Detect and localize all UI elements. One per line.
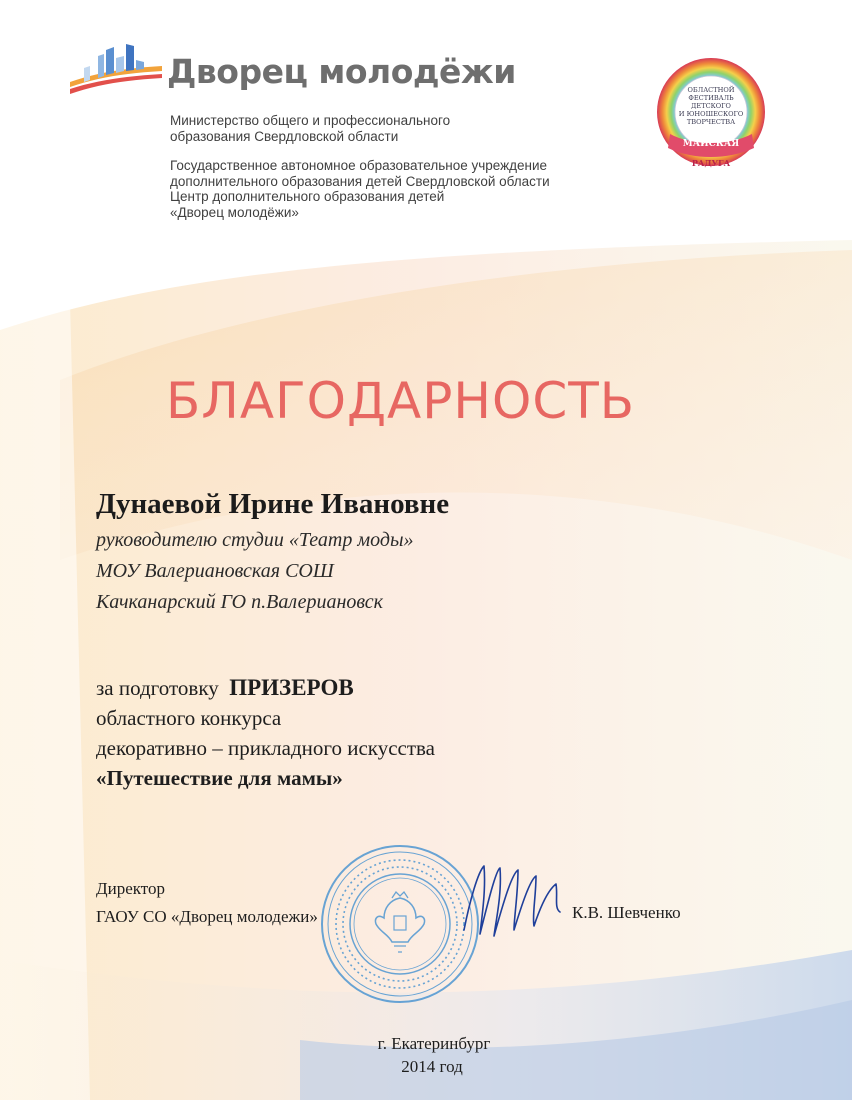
institution-name bbox=[170, 158, 550, 220]
festival-emblem bbox=[648, 56, 774, 174]
ministry-line: Министерство общего и профессионального bbox=[170, 113, 451, 128]
director-role: Директор bbox=[96, 879, 165, 898]
ministry-line: образования Свердловской области bbox=[170, 128, 399, 144]
recipient-position: руководителю студии «Театр моды» bbox=[96, 529, 414, 551]
ministry-name bbox=[170, 113, 450, 144]
emblem-line: ФЕСТИВАЛЬ bbox=[688, 94, 734, 102]
award-reason bbox=[96, 673, 435, 793]
official-seal-stamp bbox=[318, 842, 482, 1006]
reason-emphasis: ПРИЗЕРОВ bbox=[229, 675, 354, 700]
year: 2014 год bbox=[401, 1057, 463, 1076]
emblem-ribbon-bottom: РАДУГА bbox=[691, 158, 731, 168]
recipient-name: Дунаевой Ирине Ивановне bbox=[96, 488, 450, 520]
director-organization: ГАОУ СО «Дворец молодежи» bbox=[96, 907, 318, 926]
emblem-line: И ЮНОШЕСКОГО bbox=[678, 110, 744, 118]
emblem-ribbon-top: МАЙСКАЯ bbox=[682, 139, 740, 149]
contest-name: «Путешествие для мамы» bbox=[96, 766, 343, 790]
institution-line: Центр дополнительного образования детей bbox=[170, 189, 445, 204]
institution-line: дополнительного образования детей Свердловской области bbox=[170, 173, 550, 189]
director-block bbox=[96, 875, 318, 931]
emblem-line: ТВОРЧЕСТВА bbox=[686, 118, 736, 126]
city: г. Екатеринбург bbox=[377, 1034, 491, 1053]
reason-line-3: декоративно – прикладного искусства bbox=[96, 736, 435, 760]
institution-line: Государственное автономное образовательное учреждение bbox=[170, 158, 548, 173]
reason-line-2: областного конкурса bbox=[96, 706, 282, 730]
document-title: БЛАГОДАРНОСТЬ bbox=[166, 372, 636, 430]
recipient-school: МОУ Валериановская СОШ bbox=[96, 560, 334, 582]
handwritten-signature bbox=[460, 860, 570, 940]
dvorets-logo-icon bbox=[68, 44, 164, 96]
signer-name: К.В. Шевченко bbox=[572, 903, 681, 922]
reason-line-1 bbox=[96, 673, 435, 703]
institution-line: «Дворец молодёжи» bbox=[170, 204, 299, 220]
reason-prefix: за подготовку bbox=[96, 676, 219, 700]
emblem-line: ОБЛАСТНОЙ bbox=[687, 86, 735, 94]
recipient-details bbox=[96, 525, 414, 618]
recipient-location: Качканарский ГО п.Валериановск bbox=[96, 591, 384, 613]
emblem-line: ДЕТСКОГО bbox=[691, 102, 731, 110]
brand-name: Дворец молодёжи bbox=[167, 52, 516, 91]
